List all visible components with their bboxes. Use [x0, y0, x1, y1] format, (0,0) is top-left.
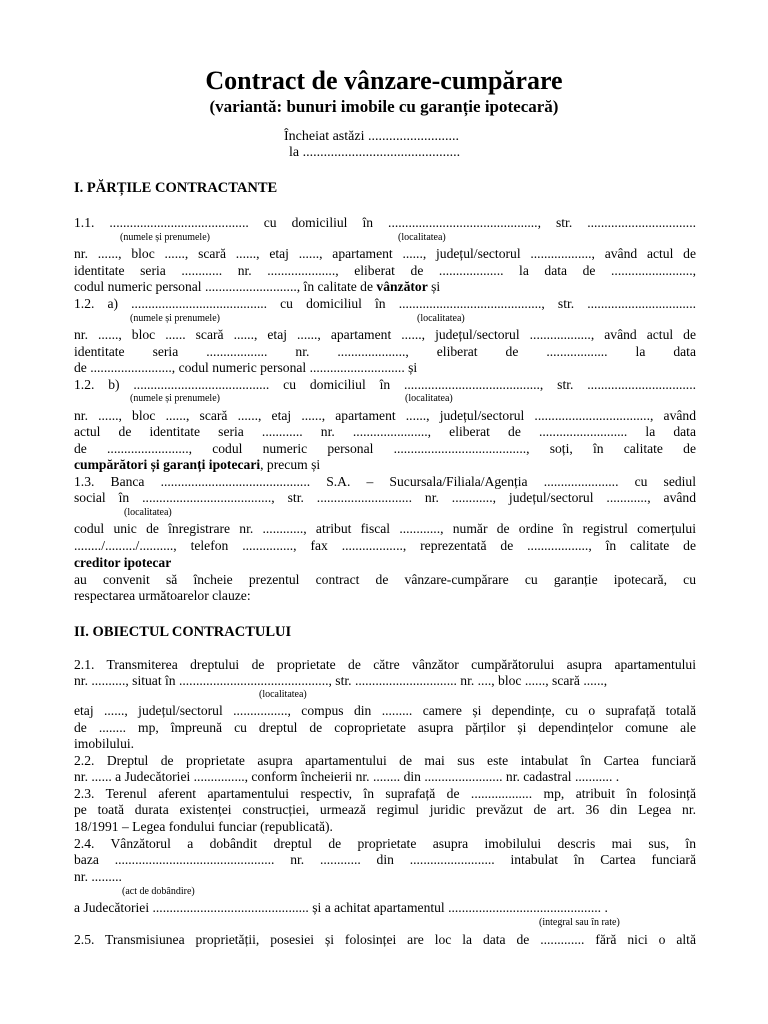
clause-2-4-line-4: [74, 900, 696, 916]
buyers-role: cumpărători și garanți ipotecari: [74, 457, 261, 472]
agreement-line-1: au convenit să încheie prezentul contract de vânzare-cumpărare cu garanție ipotecară, cu: [74, 572, 696, 587]
clause-2-1-line-2: nr. .........., situat în ............................................, str. .............................. nr. ...., bloc ......, scară ......,: [74, 673, 608, 688]
note-locality: (localitatea): [417, 313, 465, 324]
party-1-2a-cnp: de ........................, codul numeric personal ............................ și: [74, 360, 418, 375]
section-2-heading: II. OBIECTUL CONTRACTULUI: [74, 624, 292, 640]
note-locality: (localitatea): [259, 689, 307, 700]
party-1-3-line: 1.3. Banca ............................................ S.A. – Sucursala/Filiala/Agenția ...................... cu sediul: [74, 474, 696, 489]
note-payment-mode: (integral sau în rate): [539, 917, 620, 928]
clause-2-1-line-5: imobilului.: [74, 736, 135, 751]
party-1-1-address: nr. ......, bloc ......, scară ......, etaj ......, apartament ......, județul/sectorul .................., având actul de: [74, 246, 696, 261]
and-text: și: [427, 279, 441, 294]
party-1-3-contact: ......../........./.........., telefon ..............., fax .................., reprezentată de .................., în calitate de: [74, 538, 696, 553]
seller-role: vânzător: [376, 279, 428, 294]
document-title: Contract de vânzare-cumpărare: [205, 66, 563, 95]
payment-text: și a achitat apartamentul ............................................. .: [312, 900, 608, 915]
clause-2-1-line-4: de ........ mp, împreună cu dreptul de coproprietate asupra părților și dependințelor comune ale: [74, 720, 696, 735]
document-subtitle: (variantă: bunuri imobile cu garanție ipotecară): [209, 97, 559, 116]
clause-2-5-line-1: 2.5. Transmisiunea proprietății, posesiei și folosinței are loc la data de ............. fără nici o altă: [74, 932, 696, 947]
party-1-2b-id: actul de identitate seria ............ nr. ......................, eliberat de .......................... la data: [74, 424, 696, 439]
note-locality: (localitatea): [124, 507, 172, 518]
clause-2-4-line-1: 2.4. Vânzătorul a dobândit dreptul de proprietate asupra imobilului descris mai sus, în: [74, 836, 696, 851]
agreement-line-2: respectarea următoarelor clauze:: [74, 588, 251, 603]
note-acquisition-act: (act de dobândire): [122, 886, 195, 897]
clause-2-4-line-2: baza ............................................... nr. ............ din ......................... intabulat în Cartea funciară: [74, 852, 696, 867]
clause-2-3-line-2: pe toată durata existenței construcției, urmează regimul juridic prevăzut de art. 36 din Legea nr.: [74, 802, 696, 817]
creditor-role-text: creditor ipotecar: [74, 555, 172, 570]
note-name: (numele și prenumele): [130, 313, 220, 324]
party-1-2a-line: 1.2. a) ........................................ cu domiciliul în .........................................., str. ................................: [74, 296, 696, 311]
party-1-2a-id: identitate seria .................. nr. ...................., eliberat de .................. la data: [74, 344, 696, 359]
party-1-3-registration: codul unic de înregistrare nr. ............, atribut fiscal ............, număr de ordine în registrul comerțului: [74, 521, 696, 536]
party-1-1-id: identitate seria ............ nr. ...................., eliberat de ................... la data de ........................,: [74, 263, 696, 278]
note-locality: (localitatea): [398, 232, 446, 243]
clause-2-3-line-1: 2.3. Terenul aferent apartamentului respectiv, în suprafață de .................. mp, atribuit în folosință: [74, 786, 696, 801]
party-1-3-address: social în ......................................, str. ............................ nr. ............, județul/sectorul ............, având: [74, 490, 696, 505]
clause-2-1-line-1: 2.1. Transmiterea dreptului de proprietate de către vânzător cumpărătorului asupra apartamentului: [74, 657, 696, 672]
party-1-2b-cnp: de ........................, codul numeric personal ......................................., soți, în calitate de: [74, 441, 696, 456]
buyers-role-line: [74, 457, 696, 473]
concluded-place-line: la .............................................: [289, 145, 461, 160]
party-1-2a-address: nr. ......, bloc ...... scară ......, etaj ......, apartament ......, județul/sectorul .................., având actul de: [74, 327, 696, 342]
note-locality: (localitatea): [405, 393, 453, 404]
as-well-text: , precum și: [260, 457, 321, 472]
clause-2-4-line-3: nr. .........: [74, 869, 122, 884]
clause-2-2-line-1: 2.2. Dreptul de proprietate asupra apartamentului de mai sus este intabulat în Cartea funciară: [74, 753, 696, 768]
concluded-date-line: Încheiat astăzi ..........................: [284, 129, 459, 144]
party-1-1-cnp: [74, 279, 696, 295]
note-name: (numele și prenumele): [120, 232, 210, 243]
note-name: (numele și prenumele): [130, 393, 220, 404]
party-1-1-line: 1.1. ......................................... cu domiciliul în ............................................, str. ................................: [74, 215, 696, 230]
party-1-2b-line: 1.2. b) ........................................ cu domiciliul în ........................................, str. ................................: [74, 377, 696, 392]
section-1-heading: I. PĂRȚILE CONTRACTANTE: [74, 180, 278, 196]
clause-2-2-line-2: nr. ...... a Judecătoriei ..............., conform încheierii nr. ........ din ....................... nr. cadastral ........... .: [74, 769, 620, 784]
party-1-2b-address: nr. ......, bloc ......, scară ......, etaj ......, apartament ......, județul/sectorul .................................., având: [74, 408, 696, 423]
clause-2-1-line-3: etaj ......, județul/sectorul ................, compus din ......... camere și dependințe, cu o suprafață totală: [74, 703, 696, 718]
cnp-text: codul numeric personal ..........................., în calitate de: [74, 279, 377, 294]
creditor-role: [74, 555, 696, 571]
clause-2-3-line-3: 18/1991 – Legea fondului funciar (republicată).: [74, 819, 333, 834]
court-text: a Judecătoriei ..............................................: [74, 900, 313, 915]
